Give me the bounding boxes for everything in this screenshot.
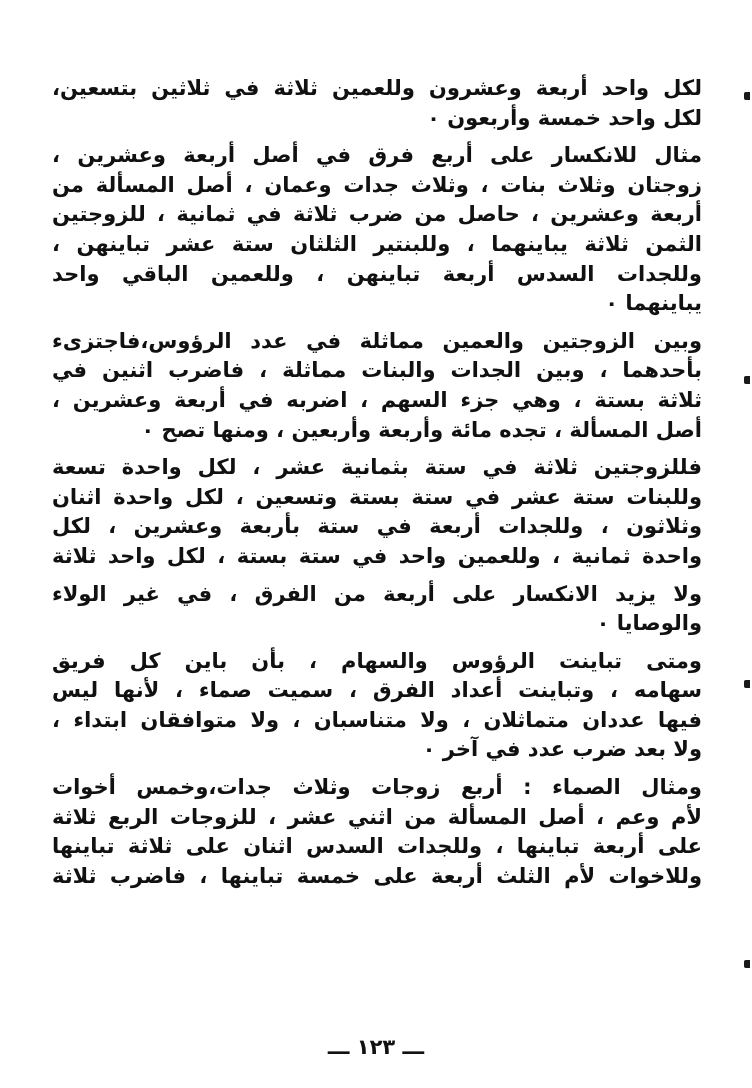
paragraph-4 <box>52 453 702 571</box>
scan-edge-mark <box>744 92 750 100</box>
text-line: سهامه ، وتباينت أعداد الفرق ، سميت صماء ، لأنها ليس <box>52 678 702 703</box>
text-line: وبين الزوجتين والعمين مماثلة في عدد الرؤوس،فاجتزىء <box>52 328 702 353</box>
scan-edge-mark <box>744 376 750 384</box>
text-line: واحدة ثمانية ، وللعمين واحد في ستة بستة ، لكل واحد ثلاثة <box>52 543 702 568</box>
text-line: وللاخوات لأم الثلث أربعة على خمسة تباينها ، فاضرب ثلاثة <box>52 863 702 888</box>
text-line: وثلاثون ، وللجدات أربعة في ستة بأربعة وعشرين ، لكل <box>52 514 702 539</box>
text-line: بأحدهما ، وبين الجدات والبنات مماثلة ، فاضرب اثنين في <box>52 358 702 383</box>
paragraph-3 <box>52 327 702 445</box>
page-number: ـــ ١٢٣ ـــ <box>327 1035 425 1059</box>
text-line: مثال للانكسار على أربع فرق في أصل أربعة وعشرين ، <box>52 143 702 168</box>
page-text <box>52 74 702 899</box>
paragraph-1 <box>52 74 702 133</box>
text-line: يباينهما ٠ <box>605 291 702 316</box>
text-line: زوجتان وثلاث بنات ، وثلاث جدات وعمان ، أصل المسألة من <box>52 172 702 197</box>
text-line: والوصايا ٠ <box>596 611 702 636</box>
text-line: على أربعة تباينها ، وللجدات السدس اثنان على ثلاثة تباينها <box>52 834 702 859</box>
paragraph-2 <box>52 141 702 319</box>
text-line: الثمن ثلاثة يباينهما ، وللبنتير الثلثان ستة عشر تباينهن ، <box>52 231 702 256</box>
text-line: فيها عددان متماثلان ، ولا متناسبان ، ولا متوافقان ابتداء ، <box>52 707 702 732</box>
text-line: ومثال الصماء : أربع زوجات وثلاث جدات،وخمس أخوات <box>52 775 702 800</box>
paragraph-6 <box>52 647 702 765</box>
text-line: ولا بعد ضرب عدد في آخر ٠ <box>422 737 702 762</box>
paragraph-7 <box>52 773 702 891</box>
text-line: لكل واحد أربعة وعشرون وللعمين ثلاثة في ثلاثين بتسعين، <box>52 76 702 100</box>
text-line: أربعة وعشرين ، حاصل من ضرب ثلاثة في ثمانية ، للزوجتين <box>52 202 702 227</box>
text-line: ولا يزيد الانكسار على أربعة من الفرق ، في غير الولاء <box>52 581 702 606</box>
text-line: ثلاثة بستة ، وهي جزء السهم ، اضربه في أربعة وعشرين ، <box>52 387 702 412</box>
scan-edge-mark <box>744 680 750 688</box>
text-line: لكل واحد خمسة وأربعون ٠ <box>427 105 702 130</box>
text-line: وللجدات السدس أربعة تباينهن ، وللعمين الباقي واحد <box>52 261 702 286</box>
text-line: فللزوجتين ثلاثة في ستة بثمانية عشر ، لكل واحدة تسعة <box>52 455 702 480</box>
paragraph-5 <box>52 580 702 639</box>
text-line: أصل المسألة ، تجده مائة وأربعة وأربعين ، ومنها تصح ٠ <box>141 417 702 442</box>
text-line: وللبنات ستة عشر في ستة بستة وتسعين ، لكل واحدة اثنان <box>52 484 702 509</box>
text-line: لأم وعم ، أصل المسألة من اثني عشر ، للزوجات الربع ثلاثة <box>52 804 702 829</box>
scan-edge-mark <box>744 960 750 968</box>
text-line: ومتى تباينت الرؤوس والسهام ، بأن باين كل فريق <box>52 648 702 673</box>
